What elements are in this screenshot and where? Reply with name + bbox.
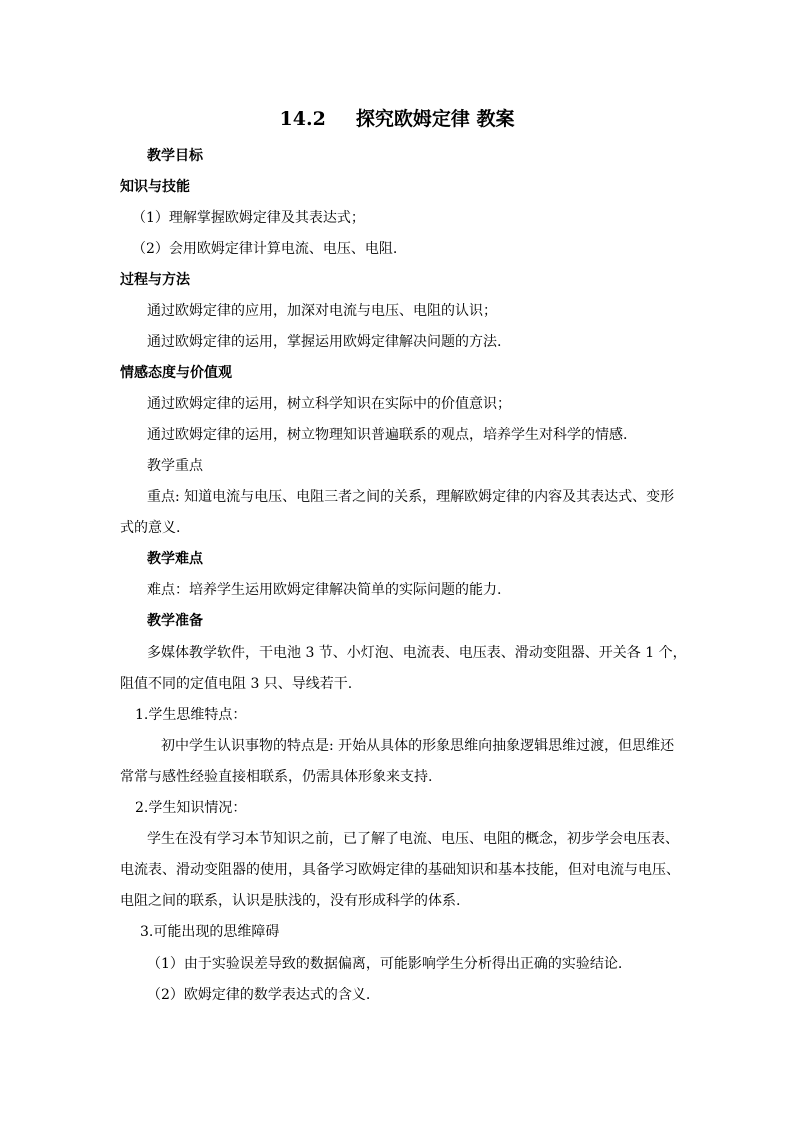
heading-attitude-values: 情感态度与价值观 (120, 365, 232, 381)
heading-process-method: 过程与方法 (120, 272, 190, 288)
preparation-text-line-2: 阻值不同的定值电阻 3 只、导线若干. (120, 676, 353, 692)
preparation-text-line-1: 多媒体教学软件，干电池 3 节、小灯泡、电流表、电压表、滑动变阻器、开关各 1 个， (147, 645, 687, 661)
heading-student-thinking: 1.学生思维特点： (135, 707, 247, 723)
heading-preparation: 教学准备 (147, 613, 203, 629)
title-number: 14.2 (279, 108, 326, 130)
obstacle-item-1: （1）由于实验误差导致的数据偏离，可能影响学生分析得出正确的实验结论. (147, 956, 623, 972)
process-method-item-2: 通过欧姆定律的运用，掌握运用欧姆定律解决问题的方法. (147, 334, 502, 350)
title-text: 探究欧姆定律 教案 (355, 108, 515, 130)
heading-teaching-goals: 教学目标 (147, 148, 203, 164)
knowledge-skill-item-1: （1）理解掌握欧姆定律及其表达式； (132, 210, 365, 226)
heading-thinking-obstacles: 3.可能出现的思维障碍 (140, 924, 280, 940)
student-thinking-text-line-1: 初中学生认识事物的特点是: 开始从具体的形象思维向抽象逻辑思维过渡，但思维还 (161, 738, 675, 754)
heading-difficulties: 教学难点 (147, 551, 203, 567)
difficulties-text: 难点：培养学生运用欧姆定律解决简单的实际问题的能力. (147, 582, 502, 598)
heading-key-points: 教学重点 (147, 458, 203, 474)
attitude-values-item-2: 通过欧姆定律的运用，树立物理知识普遍联系的观点，培养学生对科学的情感. (147, 427, 628, 443)
heading-knowledge-skills: 知识与技能 (120, 179, 190, 195)
page-title (0, 104, 794, 131)
student-knowledge-text-line-3: 电阻之间的联系，认识是肤浅的，没有形成科学的体系. (120, 893, 461, 909)
obstacle-item-2: （2）欧姆定律的数学表达式的含义. (147, 987, 371, 1003)
knowledge-skill-item-2: （2）会用欧姆定律计算电流、电压、电阻. (132, 241, 398, 257)
key-points-text-line-2: 式的意义. (120, 520, 181, 536)
student-knowledge-text-line-2: 电流表、滑动变阻器的使用，具备学习欧姆定律的基础知识和基本技能，但对电流与电压、 (120, 862, 680, 878)
student-knowledge-text-line-1: 学生在没有学习本节知识之前，已了解了电流、电压、电阻的概念，初步学会电压表、 (147, 831, 679, 847)
heading-student-knowledge: 2.学生知识情况： (135, 800, 247, 816)
key-points-text-line-1: 重点: 知道电流与电压、电阻三者之间的关系，理解欧姆定律的内容及其表达式、变形 (147, 489, 675, 505)
process-method-item-1: 通过欧姆定律的应用，加深对电流与电压、电阻的认识； (147, 303, 497, 319)
attitude-values-item-1: 通过欧姆定律的运用，树立科学知识在实际中的价值意识； (147, 396, 511, 412)
student-thinking-text-line-2: 常常与感性经验直接相联系，仍需具体形象来支持. (120, 769, 433, 785)
